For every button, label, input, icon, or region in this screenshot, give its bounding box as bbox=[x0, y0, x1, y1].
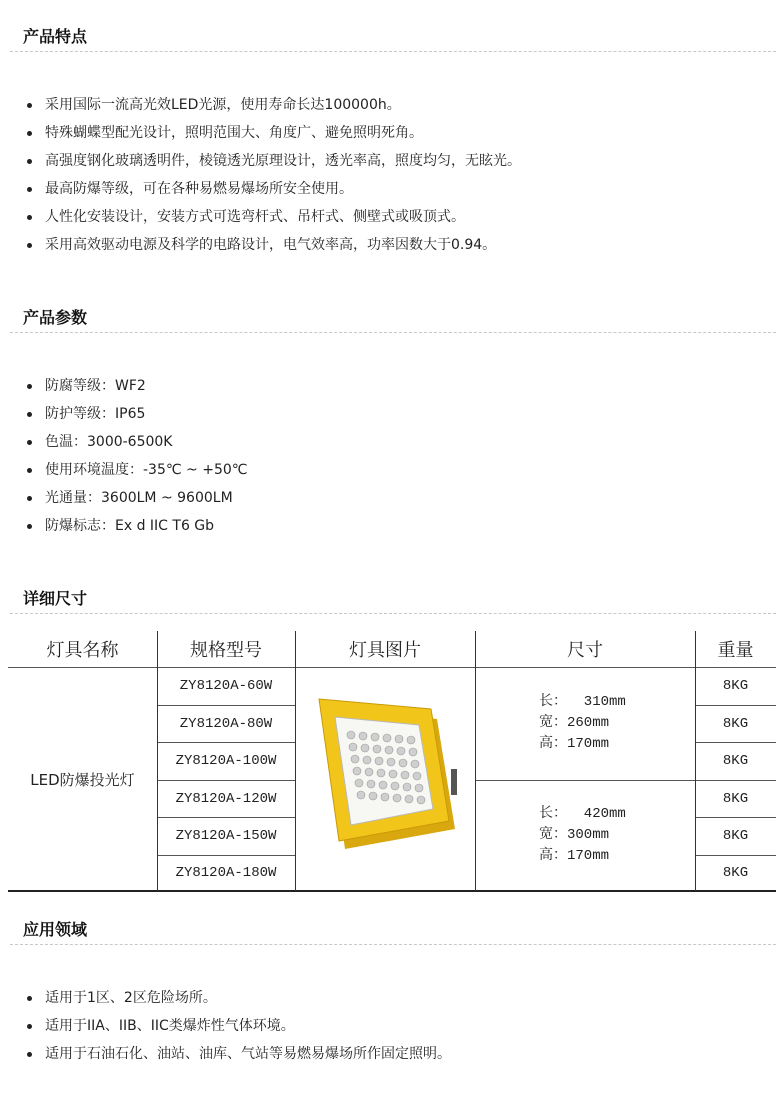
section-divider bbox=[10, 613, 776, 614]
size-width: 宽：300mm bbox=[539, 827, 610, 843]
table-rule bbox=[157, 855, 295, 856]
section-divider bbox=[10, 51, 776, 52]
list-item: 特殊蝴蝶型配光设计，照明范围大、角度广、避免照明死角。 bbox=[0, 119, 521, 147]
table-rule bbox=[157, 780, 295, 781]
applications-title: 应用领域 bbox=[23, 920, 88, 939]
list-item: 防爆标志：Ex d IIC T6 Gb bbox=[0, 512, 248, 540]
header-image: 灯具图片 bbox=[349, 640, 421, 660]
list-item: 适用于IIA、IIB、IIC类爆炸性气体环境。 bbox=[0, 1012, 451, 1040]
model-cell: ZY8120A-150W bbox=[175, 828, 277, 844]
table-rule bbox=[695, 817, 776, 818]
table-rule bbox=[475, 780, 695, 781]
floodlight-icon bbox=[305, 689, 465, 869]
weight-cell: 8KG bbox=[722, 753, 749, 769]
list-item: 最高防爆等级，可在各种易燃易爆场所安全使用。 bbox=[0, 175, 521, 203]
table-rule bbox=[695, 631, 696, 891]
weight-cell: 8KG bbox=[722, 790, 749, 807]
list-item: 采用高效驱动电源及科学的电路设计，电气效率高，功率因数大于0.94。 bbox=[0, 231, 521, 259]
lamp-image bbox=[295, 667, 475, 891]
weight-cell: 8KG bbox=[722, 828, 749, 844]
list-item: 光通量：3600LM ~ 9600LM bbox=[0, 484, 248, 512]
weight-cell: 8KG bbox=[722, 865, 749, 881]
header-model: 规格型号 bbox=[190, 640, 262, 660]
params-section bbox=[0, 308, 776, 548]
list-item: 防护等级：IP65 bbox=[0, 400, 248, 428]
applications-section bbox=[0, 920, 776, 1090]
table-rule bbox=[475, 631, 476, 891]
params-list bbox=[0, 372, 248, 540]
table-rule bbox=[695, 742, 776, 743]
size-group bbox=[475, 780, 695, 891]
table-rule bbox=[157, 705, 295, 706]
product-name: LED防爆投光灯 bbox=[30, 770, 135, 789]
list-item: 色温：3000-6500K bbox=[0, 428, 248, 456]
size-width: 宽：260mm bbox=[539, 715, 610, 731]
table-rule bbox=[157, 742, 295, 743]
size-length: 长： 310mm bbox=[539, 694, 626, 710]
features-list bbox=[0, 91, 521, 259]
list-item: 防腐等级：WF2 bbox=[0, 372, 248, 400]
size-group bbox=[475, 667, 695, 780]
table-rule bbox=[695, 705, 776, 706]
spec-table bbox=[8, 631, 776, 891]
model-cell: ZY8120A-60W bbox=[179, 678, 273, 694]
model-cell: ZY8120A-100W bbox=[175, 753, 277, 769]
section-divider bbox=[10, 944, 776, 945]
table-rule bbox=[295, 631, 296, 891]
applications-list bbox=[0, 984, 451, 1068]
dimensions-section bbox=[0, 589, 776, 619]
list-item: 高强度钢化玻璃透明件，棱镜透光原理设计，透光率高，照度均匀，无眩光。 bbox=[0, 147, 521, 175]
features-section bbox=[0, 27, 776, 267]
size-height: 高：170mm bbox=[539, 736, 610, 752]
table-rule bbox=[8, 890, 776, 892]
weight-cell: 8KG bbox=[722, 678, 749, 694]
list-item: 使用环境温度：-35℃ ~ +50℃ bbox=[0, 456, 248, 484]
table-rule bbox=[8, 667, 776, 668]
size-height: 高：170mm bbox=[539, 848, 610, 864]
table-rule bbox=[157, 817, 295, 818]
table-rule bbox=[157, 631, 158, 891]
dimensions-title: 详细尺寸 bbox=[23, 589, 88, 608]
table-rule bbox=[695, 855, 776, 856]
features-title: 产品特点 bbox=[23, 27, 88, 46]
weight-cell: 8KG bbox=[722, 715, 749, 732]
table-rule bbox=[695, 780, 776, 781]
list-item: 适用于1区、2区危险场所。 bbox=[0, 984, 451, 1012]
list-item: 采用国际一流高光效LED光源，使用寿命长达100000h。 bbox=[0, 91, 521, 119]
model-cell: ZY8120A-180W bbox=[175, 865, 277, 881]
header-weight: 重量 bbox=[717, 640, 754, 660]
list-item: 人性化安装设计，安装方式可选弯杆式、吊杆式、侧壁式或吸顶式。 bbox=[0, 203, 521, 231]
header-name: 灯具名称 bbox=[46, 640, 119, 660]
list-item: 适用于石油石化、油站、油库、气站等易燃易爆场所作固定照明。 bbox=[0, 1040, 451, 1068]
section-divider bbox=[10, 332, 776, 333]
size-length: 长： 420mm bbox=[539, 806, 626, 822]
model-cell: ZY8120A-80W bbox=[179, 715, 273, 732]
header-size: 尺寸 bbox=[567, 640, 603, 660]
params-title: 产品参数 bbox=[23, 308, 88, 327]
model-cell: ZY8120A-120W bbox=[175, 790, 277, 807]
